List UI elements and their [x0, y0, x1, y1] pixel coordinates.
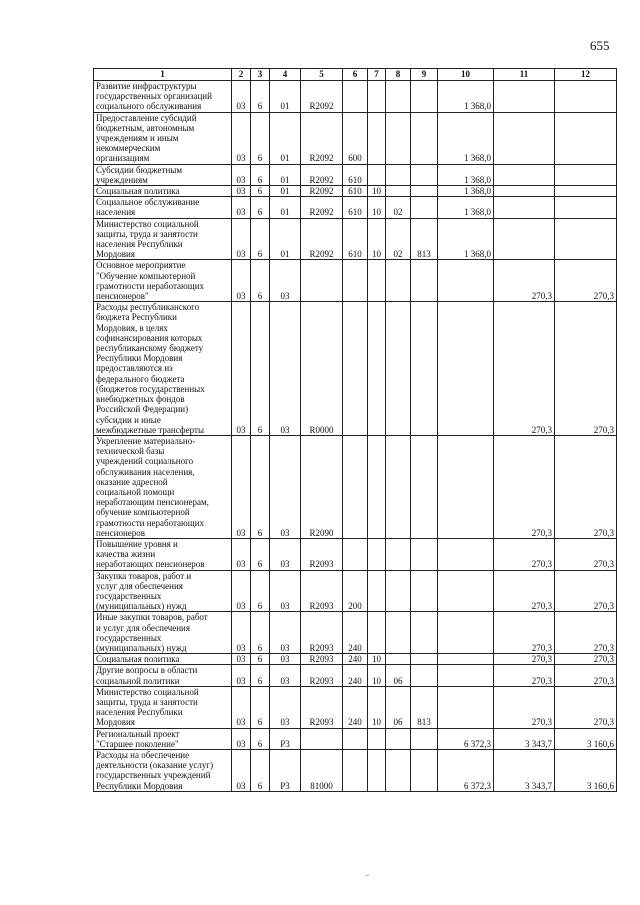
table-row [94, 81, 617, 113]
cell-col-8 [386, 728, 411, 749]
cell-col-6 [343, 728, 368, 749]
table-row [94, 164, 617, 185]
cell-col-4: 03 [270, 612, 301, 654]
cell-col-8 [386, 164, 411, 185]
table-row [94, 435, 617, 538]
cell-col-9 [411, 612, 438, 654]
cell-col-11: 270,3 [494, 260, 555, 302]
table-body [94, 81, 617, 792]
cell-col-12: 270,3 [555, 302, 617, 436]
cell-col-2: 03 [232, 164, 251, 185]
cell-col-6: 600 [343, 112, 368, 164]
cell-col-12: 270,3 [555, 570, 617, 612]
column-header-9: 9 [411, 69, 438, 81]
cell-col-7 [368, 728, 386, 749]
cell-col-3: 6 [251, 260, 270, 302]
cell-col-8 [386, 435, 411, 538]
cell-col-11: 270,3 [494, 665, 555, 686]
cell-col-8 [386, 750, 411, 792]
cell-col-3: 6 [251, 728, 270, 749]
cell-col-2: 03 [232, 260, 251, 302]
row-name-cell: Социальная политика [94, 654, 232, 665]
cell-col-8: 02 [386, 197, 411, 218]
table-row [94, 612, 617, 654]
cell-col-10: 1 368,0 [438, 218, 494, 260]
cell-col-5: 81000 [301, 750, 343, 792]
row-name-cell: Иные закупки товаров, работ и услуг для обеспечения государственных (муниципальных) нужд [94, 612, 232, 654]
cell-col-8 [386, 612, 411, 654]
cell-col-11: 270,3 [494, 435, 555, 538]
cell-col-7 [368, 112, 386, 164]
cell-col-11 [494, 197, 555, 218]
cell-col-6: 610 [343, 186, 368, 197]
cell-col-5: R2092 [301, 197, 343, 218]
cell-col-8 [386, 81, 411, 113]
cell-col-5: R2092 [301, 186, 343, 197]
cell-col-8: 06 [386, 665, 411, 686]
cell-col-4: 01 [270, 81, 301, 113]
cell-col-2: 03 [232, 186, 251, 197]
table-row [94, 260, 617, 302]
cell-col-2: 03 [232, 81, 251, 113]
cell-col-6: 240 [343, 612, 368, 654]
row-name-cell: Другие вопросы в области социальной политики [94, 665, 232, 686]
cell-col-2: 03 [232, 686, 251, 728]
cell-col-9 [411, 302, 438, 436]
cell-col-3: 6 [251, 665, 270, 686]
cell-col-6 [343, 302, 368, 436]
cell-col-7 [368, 612, 386, 654]
cell-col-5 [301, 728, 343, 749]
cell-col-5: R2092 [301, 81, 343, 113]
cell-col-7: 10 [368, 665, 386, 686]
cell-col-9 [411, 665, 438, 686]
row-name-cell: Основное мероприятие "Обучение компьютерной грамотности неработающих пенсионеров" [94, 260, 232, 302]
cell-col-9 [411, 654, 438, 665]
cell-col-4: 03 [270, 570, 301, 612]
cell-col-4: 01 [270, 164, 301, 185]
cell-col-11 [494, 218, 555, 260]
column-header-7: 7 [368, 69, 386, 81]
column-header-6: 6 [343, 69, 368, 81]
cell-col-10: 1 368,0 [438, 164, 494, 185]
row-name-cell: Министерство социальной защиты, труда и занятости населения Республики Мордовия [94, 218, 232, 260]
cell-col-8: 06 [386, 686, 411, 728]
cell-col-9 [411, 435, 438, 538]
cell-col-5: R2093 [301, 570, 343, 612]
column-header-11: 11 [494, 69, 555, 81]
cell-col-8 [386, 260, 411, 302]
row-name-cell: Региональный проект "Старшее поколение" [94, 728, 232, 749]
cell-col-6 [343, 538, 368, 570]
cell-col-5: R2093 [301, 612, 343, 654]
cell-col-12: 270,3 [555, 665, 617, 686]
cell-col-8 [386, 538, 411, 570]
cell-col-2: 03 [232, 750, 251, 792]
cell-col-12: 270,3 [555, 612, 617, 654]
row-name-cell: Субсидии бюджетным учреждениям [94, 164, 232, 185]
table-row [94, 570, 617, 612]
cell-col-9 [411, 750, 438, 792]
cell-col-11: 270,3 [494, 686, 555, 728]
cell-col-5: R2093 [301, 538, 343, 570]
table-row [94, 654, 617, 665]
column-header-5: 5 [301, 69, 343, 81]
cell-col-12 [555, 197, 617, 218]
table-row [94, 728, 617, 749]
table-row [94, 302, 617, 436]
cell-col-7: 10 [368, 197, 386, 218]
cell-col-2: 03 [232, 728, 251, 749]
cell-col-12: 3 160,6 [555, 728, 617, 749]
cell-col-12 [555, 186, 617, 197]
cell-col-3: 6 [251, 164, 270, 185]
row-name-cell: Расходы республиканского бюджета Республики Мордовия, в целях софинансирования которых республиканскому бюджету Республики Мордовия предоставляются из федерального бюджета (бюджетов государственных внебюджетных фондов Российской Федерации) субсидии и иные межбюджетные трансферты [94, 302, 232, 436]
row-name-cell: Закупка товаров, работ и услуг для обеспечения государственных (муниципальных) нужд [94, 570, 232, 612]
cell-col-6: 240 [343, 654, 368, 665]
cell-col-11: 270,3 [494, 570, 555, 612]
cell-col-3: 6 [251, 81, 270, 113]
cell-col-10 [438, 654, 494, 665]
cell-col-6 [343, 260, 368, 302]
row-name-cell: Социальное обслуживание населения [94, 197, 232, 218]
table-row [94, 538, 617, 570]
cell-col-6: 610 [343, 164, 368, 185]
cell-col-2: 03 [232, 538, 251, 570]
cell-col-4: 01 [270, 112, 301, 164]
cell-col-4: P3 [270, 750, 301, 792]
column-header-3: 3 [251, 69, 270, 81]
cell-col-2: 03 [232, 218, 251, 260]
row-name-cell: Министерство социальной защиты, труда и занятости населения Республики Мордовия [94, 686, 232, 728]
cell-col-8 [386, 570, 411, 612]
cell-col-5: R0000 [301, 302, 343, 436]
row-name-cell: Расходы на обеспечение деятельности (оказание услуг) государственных учреждений Республики Мордовия [94, 750, 232, 792]
cell-col-7 [368, 435, 386, 538]
cell-col-11 [494, 112, 555, 164]
cell-col-10: 1 368,0 [438, 197, 494, 218]
cell-col-12: 270,3 [555, 686, 617, 728]
cell-col-11: 270,3 [494, 612, 555, 654]
cell-col-10: 6 372,3 [438, 728, 494, 749]
cell-col-12: 270,3 [555, 538, 617, 570]
table-row [94, 665, 617, 686]
cell-col-9: 813 [411, 218, 438, 260]
cell-col-12: 270,3 [555, 260, 617, 302]
cell-col-3: 6 [251, 218, 270, 260]
cell-col-11 [494, 81, 555, 113]
cell-col-2: 03 [232, 302, 251, 436]
cell-col-10 [438, 260, 494, 302]
cell-col-3: 6 [251, 750, 270, 792]
cell-col-3: 6 [251, 197, 270, 218]
cell-col-7: 10 [368, 186, 386, 197]
cell-col-2: 03 [232, 570, 251, 612]
cell-col-5: R2093 [301, 665, 343, 686]
column-header-10: 10 [438, 69, 494, 81]
cell-col-5: R2092 [301, 164, 343, 185]
cell-col-7: 10 [368, 654, 386, 665]
cell-col-10: 1 368,0 [438, 81, 494, 113]
cell-col-7 [368, 302, 386, 436]
cell-col-5: R2090 [301, 435, 343, 538]
cell-col-11: 270,3 [494, 538, 555, 570]
cell-col-8 [386, 186, 411, 197]
cell-col-2: 03 [232, 612, 251, 654]
row-name-cell: Предоставление субсидий бюджетным, автономным учреждениям и иным некоммерческим организациям [94, 112, 232, 164]
cell-col-7 [368, 260, 386, 302]
cell-col-4: 01 [270, 197, 301, 218]
table-row [94, 197, 617, 218]
cell-col-10 [438, 302, 494, 436]
cell-col-11: 270,3 [494, 302, 555, 436]
cell-col-8 [386, 654, 411, 665]
scan-mark: - [366, 870, 370, 881]
cell-col-9 [411, 570, 438, 612]
page-number: 655 [590, 38, 610, 53]
cell-col-10: 1 368,0 [438, 186, 494, 197]
cell-col-7 [368, 164, 386, 185]
cell-col-2: 03 [232, 654, 251, 665]
cell-col-9 [411, 197, 438, 218]
cell-col-12: 270,3 [555, 654, 617, 665]
cell-col-7 [368, 538, 386, 570]
table-row [94, 750, 617, 792]
cell-col-7 [368, 81, 386, 113]
cell-col-6: 240 [343, 665, 368, 686]
cell-col-11: 3 343,7 [494, 750, 555, 792]
cell-col-4: 03 [270, 654, 301, 665]
cell-col-2: 03 [232, 112, 251, 164]
cell-col-6 [343, 435, 368, 538]
cell-col-6: 200 [343, 570, 368, 612]
cell-col-8: 02 [386, 218, 411, 260]
cell-col-10: 6 372,3 [438, 750, 494, 792]
header-row [94, 69, 617, 81]
table-row [94, 686, 617, 728]
cell-col-12 [555, 112, 617, 164]
cell-col-6: 240 [343, 686, 368, 728]
cell-col-10 [438, 570, 494, 612]
cell-col-10 [438, 435, 494, 538]
cell-col-6: 610 [343, 218, 368, 260]
cell-col-8 [386, 302, 411, 436]
cell-col-11 [494, 164, 555, 185]
cell-col-5: R2093 [301, 686, 343, 728]
cell-col-9 [411, 538, 438, 570]
cell-col-6 [343, 750, 368, 792]
cell-col-5 [301, 260, 343, 302]
column-header-8: 8 [386, 69, 411, 81]
column-header-4: 4 [270, 69, 301, 81]
cell-col-3: 6 [251, 538, 270, 570]
cell-col-9: 813 [411, 686, 438, 728]
cell-col-7: 10 [368, 686, 386, 728]
cell-col-9 [411, 728, 438, 749]
row-name-cell: Укрепление материально- технической базы учреждений социального обслуживания населения, оказание адресной социальной помощи неработающим пенсионерам, обучение компьютерной грамотности неработающих пенсионеров [94, 435, 232, 538]
cell-col-3: 6 [251, 186, 270, 197]
cell-col-9 [411, 112, 438, 164]
cell-col-9 [411, 81, 438, 113]
column-header-2: 2 [232, 69, 251, 81]
cell-col-4: P3 [270, 728, 301, 749]
cell-col-5: R2092 [301, 218, 343, 260]
cell-col-3: 6 [251, 435, 270, 538]
cell-col-9 [411, 164, 438, 185]
cell-col-5: R2093 [301, 654, 343, 665]
cell-col-12 [555, 218, 617, 260]
cell-col-11 [494, 186, 555, 197]
cell-col-10 [438, 665, 494, 686]
cell-col-4: 01 [270, 186, 301, 197]
cell-col-12 [555, 81, 617, 113]
cell-col-10: 1 368,0 [438, 112, 494, 164]
cell-col-12: 270,3 [555, 435, 617, 538]
cell-col-6: 610 [343, 197, 368, 218]
cell-col-10 [438, 686, 494, 728]
cell-col-5: R2092 [301, 112, 343, 164]
column-header-12: 12 [555, 69, 617, 81]
cell-col-8 [386, 112, 411, 164]
cell-col-3: 6 [251, 612, 270, 654]
cell-col-12: 3 160,6 [555, 750, 617, 792]
table-row [94, 218, 617, 260]
cell-col-7: 10 [368, 218, 386, 260]
cell-col-4: 03 [270, 686, 301, 728]
cell-col-4: 03 [270, 302, 301, 436]
row-name-cell: Развитие инфраструктуры государственных организаций социального обслуживания [94, 81, 232, 113]
cell-col-10 [438, 612, 494, 654]
cell-col-2: 03 [232, 435, 251, 538]
cell-col-7 [368, 750, 386, 792]
cell-col-2: 03 [232, 665, 251, 686]
budget-table [93, 68, 617, 792]
cell-col-3: 6 [251, 686, 270, 728]
cell-col-6 [343, 81, 368, 113]
table-row [94, 186, 617, 197]
cell-col-7 [368, 570, 386, 612]
cell-col-3: 6 [251, 570, 270, 612]
cell-col-10 [438, 538, 494, 570]
cell-col-11: 270,3 [494, 654, 555, 665]
cell-col-4: 03 [270, 665, 301, 686]
cell-col-2: 03 [232, 197, 251, 218]
cell-col-4: 03 [270, 538, 301, 570]
cell-col-3: 6 [251, 654, 270, 665]
cell-col-4: 01 [270, 218, 301, 260]
cell-col-3: 6 [251, 302, 270, 436]
cell-col-4: 03 [270, 260, 301, 302]
cell-col-9 [411, 186, 438, 197]
cell-col-11: 3 343,7 [494, 728, 555, 749]
row-name-cell: Социальная политика [94, 186, 232, 197]
cell-col-3: 6 [251, 112, 270, 164]
table-row [94, 112, 617, 164]
column-header-1: 1 [94, 69, 232, 81]
cell-col-4: 03 [270, 435, 301, 538]
row-name-cell: Повышение уровня и качества жизни неработающих пенсионеров [94, 538, 232, 570]
cell-col-9 [411, 260, 438, 302]
cell-col-12 [555, 164, 617, 185]
